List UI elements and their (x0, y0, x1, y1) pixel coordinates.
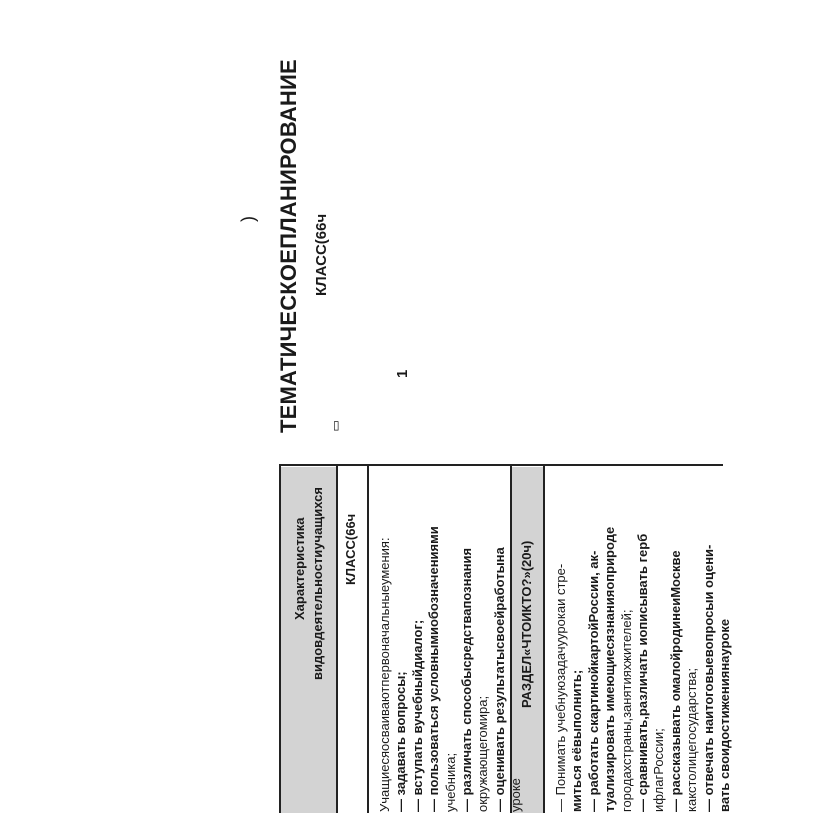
class-heading: КЛАСС(66ч (313, 213, 330, 296)
intro-line: — оценивать результатысвоейработына (491, 547, 507, 812)
table-line-2 (336, 465, 338, 813)
table-line-5 (543, 465, 545, 813)
section-line: — отвечать наитоговыевопросыи оцени- (700, 544, 716, 812)
intro-line: окружающегомира; (475, 695, 491, 812)
section-line: вать своидостижениянауроке (717, 618, 733, 812)
intro-line: — пользоваться условнымиобозначениями (426, 526, 442, 812)
table-line-1 (279, 465, 281, 813)
intro-line: — задавать вопросы; (393, 671, 409, 812)
table-line-3 (367, 465, 369, 813)
section-line: какстолицегосударства; (684, 667, 700, 812)
table-header-line1: Характеристика (292, 517, 307, 620)
section-body (553, 527, 733, 812)
section-line: — работать скартинойкартойРоссии, ак- (585, 550, 601, 812)
section-line: городахстраны,занятияхжителей; (618, 609, 634, 812)
section-line: туализировать имеющиесязнанияоприроде (602, 526, 618, 812)
page-title: ТЕМАТИЧЕСКОЕПЛАНИРОВАНИЕ (276, 59, 301, 433)
table-top-border (279, 464, 723, 466)
section-line: — рассказывать омалойродинеиМоскве (667, 550, 683, 812)
section-title: РАЗДЕЛ«ЧТОИКТО?»(20ч) (519, 540, 534, 708)
closing-paren: ) (238, 216, 258, 222)
intro-line: — различать способысредствапознания (459, 547, 475, 812)
section-line: миться еёвыполнить; (569, 669, 585, 812)
section-line: — сравнивать,различать иописывать герб (635, 533, 651, 812)
intro-line: учебника; (442, 752, 458, 812)
intro-line: Учащиесяосваиваютпервоначальныеумения: (377, 537, 392, 812)
section-line: — Понимать учебнуюзадачуурокаи стре- (553, 563, 568, 812)
class-number: 1 (394, 369, 411, 378)
table-header-line2: видовдеятельностиучащихся (310, 487, 325, 680)
table-class-row: КЛАСС(66ч (343, 513, 358, 585)
intro-body (377, 526, 525, 812)
intro-line: — вступать вучебныйдиалог; (409, 619, 425, 812)
table-header-band (280, 467, 337, 813)
intro-line: уроке (508, 778, 524, 812)
placeholder-box-icon: ▯ (333, 418, 340, 432)
section-line: ифлагРоссии; (651, 728, 667, 812)
